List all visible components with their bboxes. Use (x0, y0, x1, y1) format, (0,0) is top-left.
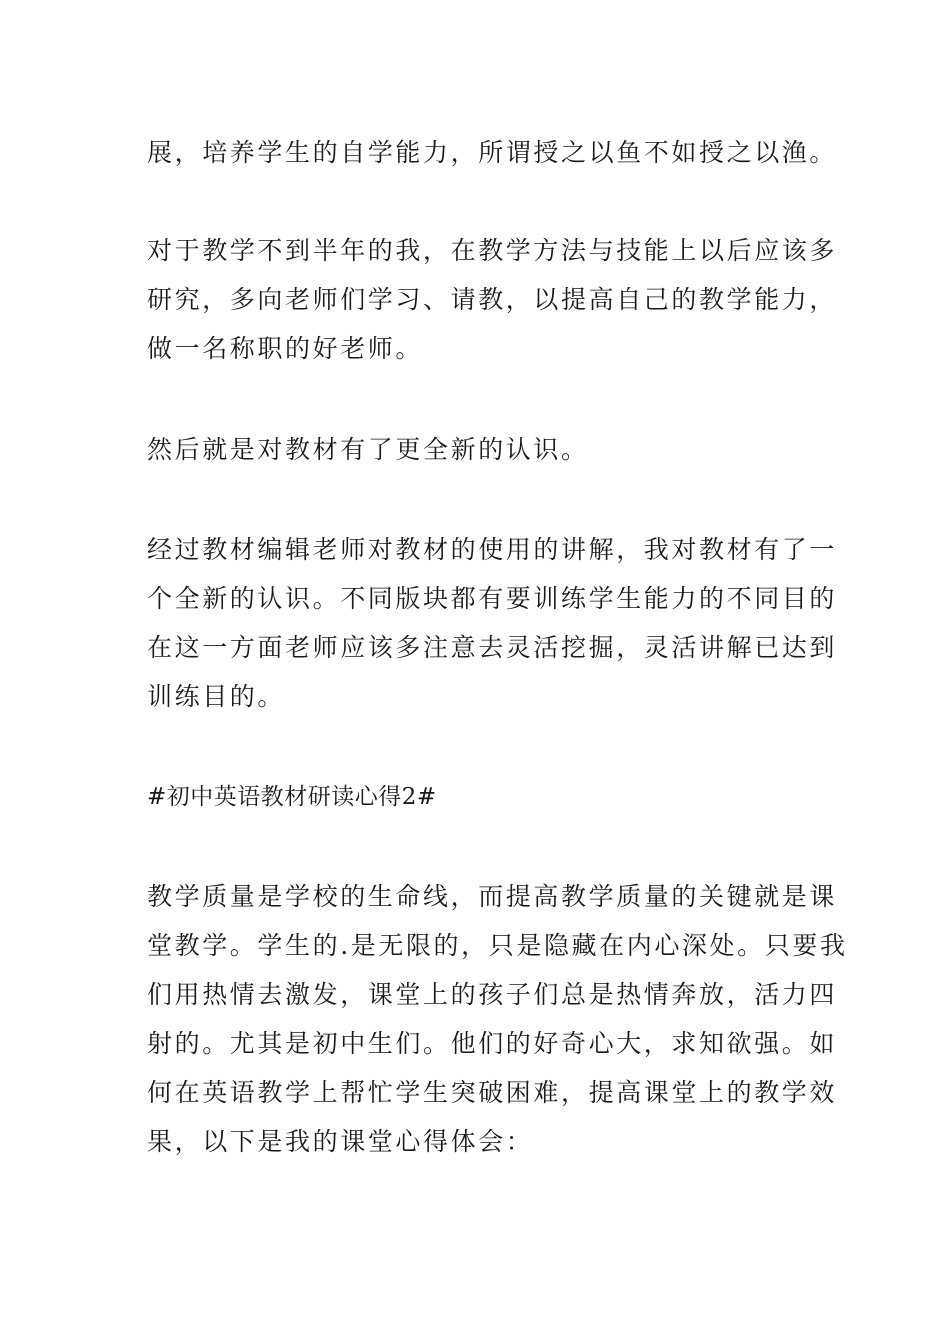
paragraph-line: 果，以下是我的课堂心得体会： (147, 1127, 534, 1156)
paragraph-line: 然后就是对教材有了更全新的认识。 (147, 435, 589, 464)
paragraph-line: 展，培养学生的自学能力，所谓授之以鱼不如授之以渔。 (147, 138, 838, 167)
paragraph-line: 在这一方面老师应该多注意去灵活挖掘，灵活讲解已达到 (147, 633, 838, 662)
paragraph-4 (147, 525, 838, 721)
paragraph-line: 经过教材编辑老师对教材的使用的讲解，我对教材有了一 (147, 535, 838, 564)
paragraph-3 (147, 425, 807, 474)
paragraph-2 (147, 226, 838, 373)
paragraph-line: 射的。尤其是初中生们。他们的好奇心大，求知欲强。如 (147, 1029, 838, 1058)
paragraph-line: 堂教学。学生的.是无限的，只是隐藏在内心深处。只要我 (147, 931, 848, 960)
section-heading (147, 773, 807, 822)
paragraph-1 (147, 128, 838, 177)
paragraph-line: 做一名称职的好老师。 (147, 334, 424, 363)
paragraph-6 (147, 872, 848, 1166)
paragraph-line: 何在英语教学上帮忙学生突破困难，提高课堂上的教学效 (147, 1078, 838, 1107)
paragraph-line: 们用热情去激发，课堂上的孩子们总是热情奔放，活力四 (147, 980, 838, 1009)
paragraph-line: 研究，多向老师们学习、请教，以提高自己的教学能力， (147, 285, 838, 314)
paragraph-line: 训练目的。 (147, 682, 286, 711)
paragraph-line: 对于教学不到半年的我，在教学方法与技能上以后应该多 (147, 236, 838, 265)
paragraph-line: 个全新的认识。不同版块都有要训练学生能力的不同目的 (147, 584, 838, 613)
section-heading-text: #初中英语教材研读心得2# (147, 784, 437, 810)
paragraph-line: 教学质量是学校的生命线，而提高教学质量的关键就是课 (147, 882, 838, 911)
